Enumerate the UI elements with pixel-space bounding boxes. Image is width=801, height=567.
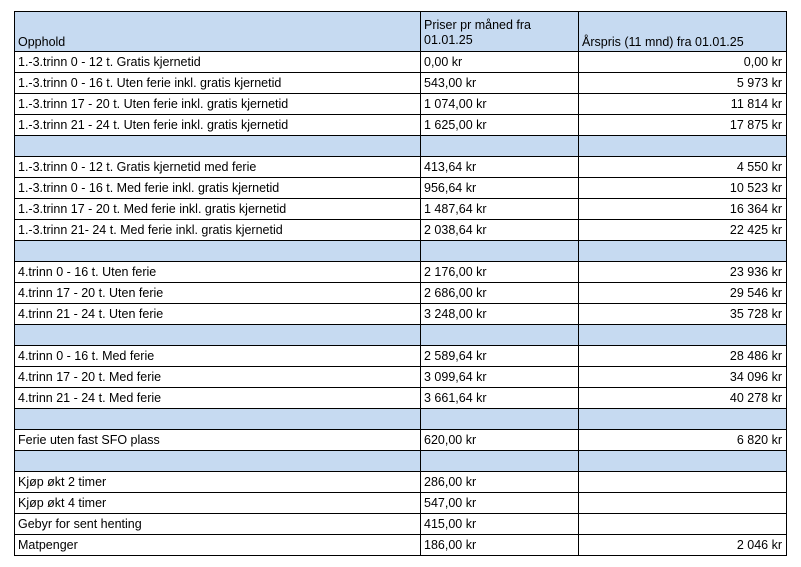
- opphold-cell: 1.-3.trinn 0 - 12 t. Gratis kjernetid med ferie: [15, 157, 421, 178]
- yearly-price-cell: [579, 472, 787, 493]
- separator-cell: [421, 325, 579, 346]
- opphold-cell: Gebyr for sent henting: [15, 514, 421, 535]
- monthly-price-cell: 286,00 kr: [421, 472, 579, 493]
- yearly-price-cell: 16 364 kr: [579, 199, 787, 220]
- opphold-cell: 1.-3.trinn 17 - 20 t. Uten ferie inkl. gratis kjernetid: [15, 94, 421, 115]
- monthly-price-cell: 2 686,00 kr: [421, 283, 579, 304]
- yearly-price-cell: 40 278 kr: [579, 388, 787, 409]
- yearly-price-cell: 10 523 kr: [579, 178, 787, 199]
- yearly-price-cell: 22 425 kr: [579, 220, 787, 241]
- separator-cell: [579, 136, 787, 157]
- separator-cell: [579, 325, 787, 346]
- opphold-cell: Ferie uten fast SFO plass: [15, 430, 421, 451]
- table-row: [15, 346, 787, 367]
- yearly-price-cell: [579, 514, 787, 535]
- table-header: [15, 12, 787, 52]
- table-row: [15, 472, 787, 493]
- group-separator-row: [15, 409, 787, 430]
- group-separator-row: [15, 451, 787, 472]
- table-row: [15, 73, 787, 94]
- table-row: [15, 178, 787, 199]
- table-row: [15, 535, 787, 556]
- header-yearly-price: Årspris (11 mnd) fra 01.01.25: [579, 12, 787, 52]
- monthly-price-cell: 620,00 kr: [421, 430, 579, 451]
- table-row: [15, 388, 787, 409]
- monthly-price-cell: 2 589,64 kr: [421, 346, 579, 367]
- monthly-price-cell: 547,00 kr: [421, 493, 579, 514]
- separator-cell: [579, 451, 787, 472]
- table-row: [15, 430, 787, 451]
- monthly-price-cell: 415,00 kr: [421, 514, 579, 535]
- yearly-price-cell: 35 728 kr: [579, 304, 787, 325]
- table-row: [15, 157, 787, 178]
- separator-cell: [421, 409, 579, 430]
- yearly-price-cell: 4 550 kr: [579, 157, 787, 178]
- yearly-price-cell: 23 936 kr: [579, 262, 787, 283]
- opphold-cell: 1.-3.trinn 21 - 24 t. Uten ferie inkl. gratis kjernetid: [15, 115, 421, 136]
- table-row: [15, 94, 787, 115]
- monthly-price-cell: 543,00 kr: [421, 73, 579, 94]
- table-row: [15, 199, 787, 220]
- monthly-price-cell: 413,64 kr: [421, 157, 579, 178]
- opphold-cell: 4.trinn 17 - 20 t. Med ferie: [15, 367, 421, 388]
- monthly-price-cell: 186,00 kr: [421, 535, 579, 556]
- group-separator-row: [15, 241, 787, 262]
- yearly-price-cell: 28 486 kr: [579, 346, 787, 367]
- table-row: [15, 283, 787, 304]
- yearly-price-cell: 6 820 kr: [579, 430, 787, 451]
- table-row: [15, 367, 787, 388]
- opphold-cell: 1.-3.trinn 0 - 16 t. Uten ferie inkl. gratis kjernetid: [15, 73, 421, 94]
- yearly-price-cell: [579, 493, 787, 514]
- separator-cell: [421, 241, 579, 262]
- yearly-price-cell: 29 546 kr: [579, 283, 787, 304]
- header-opphold: Opphold: [15, 12, 421, 52]
- monthly-price-cell: 2 038,64 kr: [421, 220, 579, 241]
- table-row: [15, 493, 787, 514]
- monthly-price-cell: 1 625,00 kr: [421, 115, 579, 136]
- yearly-price-cell: 11 814 kr: [579, 94, 787, 115]
- opphold-cell: 1.-3.trinn 0 - 16 t. Med ferie inkl. gratis kjernetid: [15, 178, 421, 199]
- monthly-price-cell: 3 248,00 kr: [421, 304, 579, 325]
- separator-cell: [579, 241, 787, 262]
- monthly-price-cell: 1 487,64 kr: [421, 199, 579, 220]
- yearly-price-cell: 2 046 kr: [579, 535, 787, 556]
- opphold-cell: Matpenger: [15, 535, 421, 556]
- header-row: [15, 12, 787, 52]
- yearly-price-cell: 34 096 kr: [579, 367, 787, 388]
- monthly-price-cell: 3 661,64 kr: [421, 388, 579, 409]
- opphold-cell: Kjøp økt 2 timer: [15, 472, 421, 493]
- opphold-cell: 1.-3.trinn 0 - 12 t. Gratis kjernetid: [15, 52, 421, 73]
- header-monthly-price: Priser pr måned fra 01.01.25: [421, 12, 579, 52]
- table-row: [15, 115, 787, 136]
- opphold-cell: 1.-3.trinn 17 - 20 t. Med ferie inkl. gratis kjernetid: [15, 199, 421, 220]
- opphold-cell: 4.trinn 21 - 24 t. Uten ferie: [15, 304, 421, 325]
- separator-cell: [421, 451, 579, 472]
- table-row: [15, 52, 787, 73]
- table-row: [15, 262, 787, 283]
- opphold-cell: Kjøp økt 4 timer: [15, 493, 421, 514]
- separator-cell: [15, 325, 421, 346]
- separator-cell: [15, 241, 421, 262]
- monthly-price-cell: 1 074,00 kr: [421, 94, 579, 115]
- opphold-cell: 4.trinn 17 - 20 t. Uten ferie: [15, 283, 421, 304]
- table-row: [15, 514, 787, 535]
- opphold-cell: 4.trinn 0 - 16 t. Uten ferie: [15, 262, 421, 283]
- opphold-cell: 4.trinn 21 - 24 t. Med ferie: [15, 388, 421, 409]
- opphold-cell: 4.trinn 0 - 16 t. Med ferie: [15, 346, 421, 367]
- separator-cell: [15, 409, 421, 430]
- monthly-price-cell: 3 099,64 kr: [421, 367, 579, 388]
- opphold-cell: 1.-3.trinn 21- 24 t. Med ferie inkl. gratis kjernetid: [15, 220, 421, 241]
- group-separator-row: [15, 325, 787, 346]
- separator-cell: [579, 409, 787, 430]
- group-separator-row: [15, 136, 787, 157]
- yearly-price-cell: 0,00 kr: [579, 52, 787, 73]
- separator-cell: [15, 136, 421, 157]
- monthly-price-cell: 2 176,00 kr: [421, 262, 579, 283]
- table-row: [15, 304, 787, 325]
- monthly-price-cell: 0,00 kr: [421, 52, 579, 73]
- table-row: [15, 220, 787, 241]
- monthly-price-cell: 956,64 kr: [421, 178, 579, 199]
- separator-cell: [421, 136, 579, 157]
- yearly-price-cell: 5 973 kr: [579, 73, 787, 94]
- table-body: [15, 52, 787, 556]
- separator-cell: [15, 451, 421, 472]
- yearly-price-cell: 17 875 kr: [579, 115, 787, 136]
- price-table: [14, 11, 787, 556]
